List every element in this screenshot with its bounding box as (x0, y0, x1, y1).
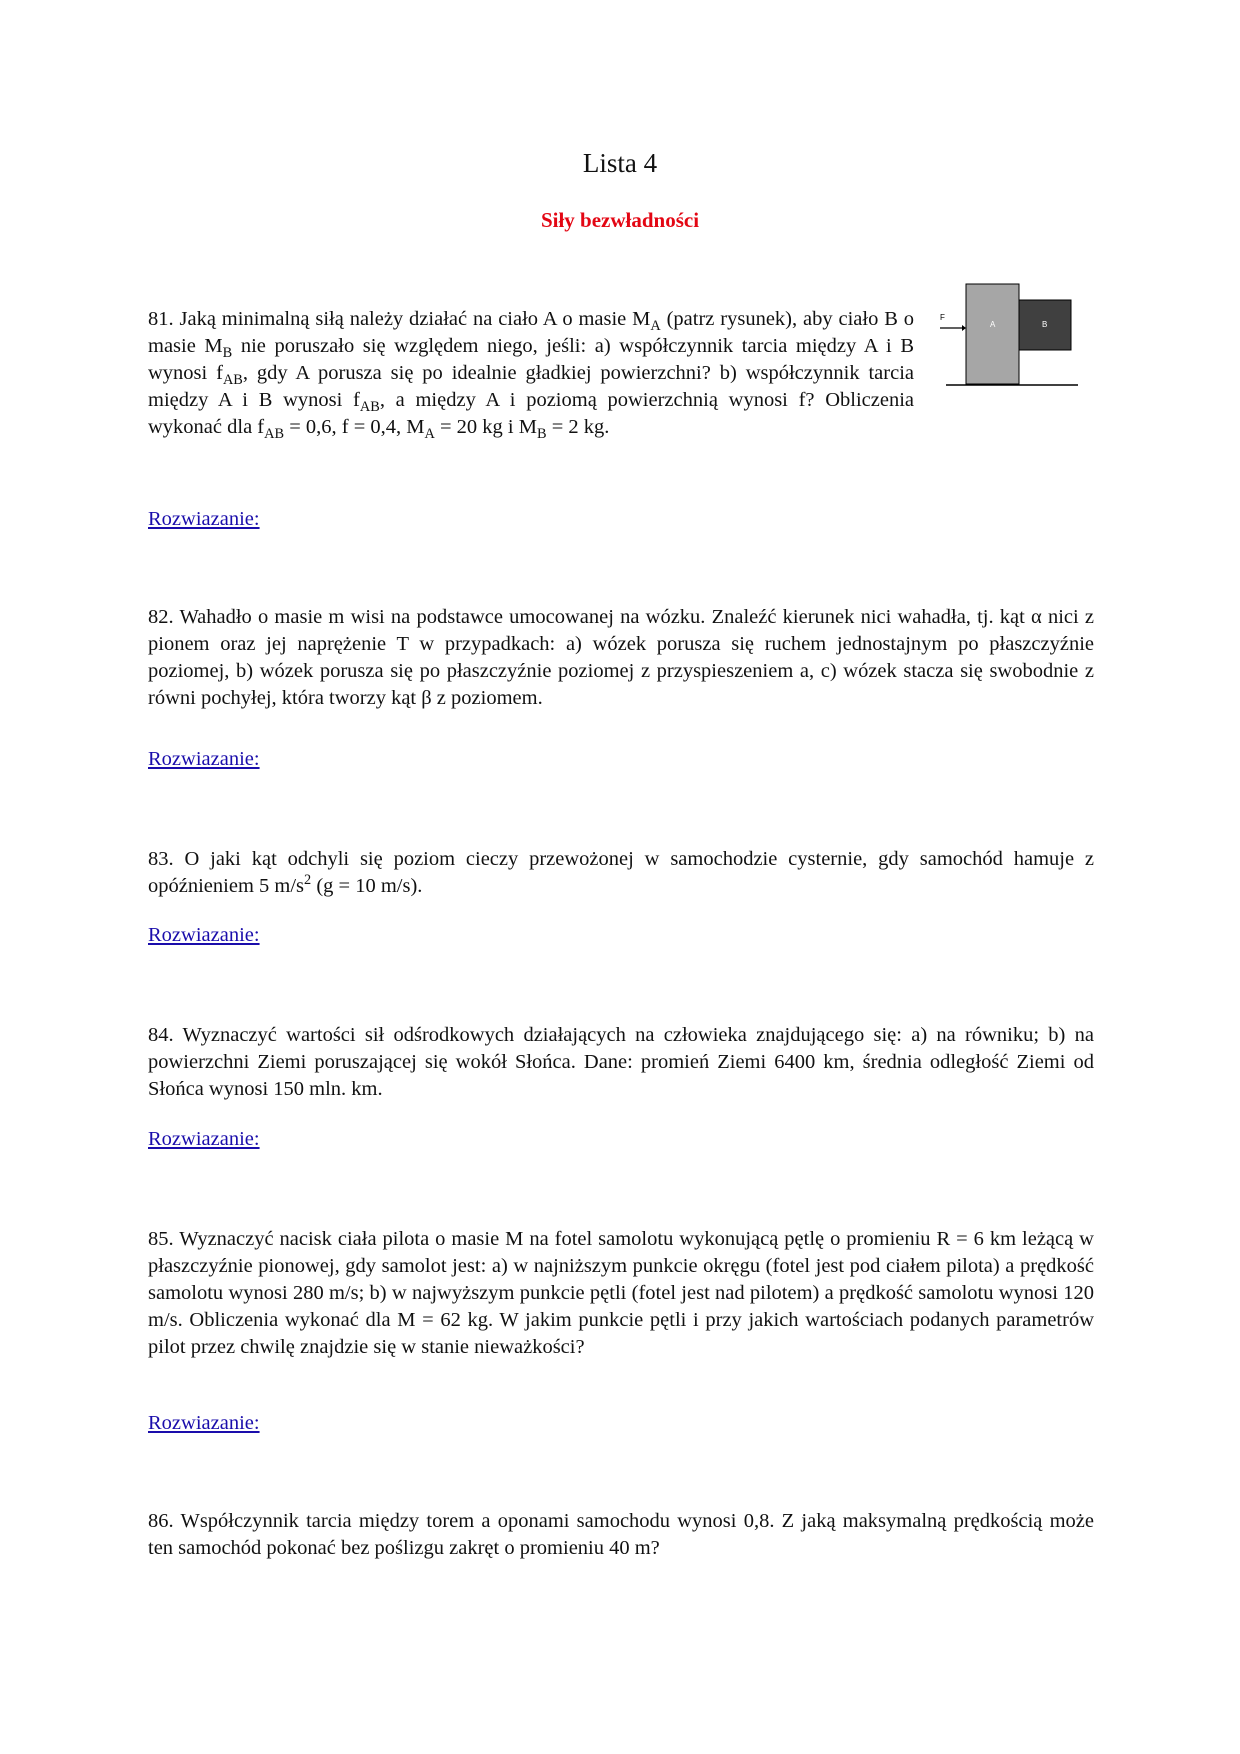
force-label: F (940, 313, 945, 322)
solution-link-81[interactable]: Rozwiazanie: (148, 508, 260, 530)
force-arrowhead (962, 325, 966, 331)
problem-81-number: 81. (148, 308, 174, 330)
problem-83: 83. O jaki kąt odchyli się poziom cieczy przewożonej w samochodzie cysternie, gdy samochód hamuje z opóźnieniem 5 $m/s^2$ (g = 10 m/s). (148, 848, 1095, 897)
page-title: Lista 4 (582, 148, 658, 178)
blocks-diagram (940, 282, 1080, 392)
solution-link-83[interactable]: Rozwiazanie: (148, 924, 260, 946)
problem-81: 81. Jaką minimalną siłą należy działać na ciało A o masie $M_A$ (patrz rysunek), aby ciało B o masie $M_B$ nie poruszało się względem niego, jeśli: a) współczynnik tarcia między A i B wynosi $f_{AB}$, gdy A porusza się po idealnie gładkiej powierzchni? b) współczynnik tarcia między A i B wynosi $f_{AB}$, a między A i poziomą powierzchnią wynosi f? Obliczenia wykonać dla $f_{AB} = 0,6$, f = 0,4, $M_A = 20$ kg i $M_B = 2$ kg. (148, 308, 915, 443)
problem-85: 85. Wyznaczyć nacisk ciała pilota o masie M na fotel samolotu wykonującą pętlę o promieniu R = 6 km leżącą w płaszczyźnie pionowej, gdy samolot jest: a) w najniższym punkcie okręgu (fotel jest pod ciałem pilota) a prędkość samolotu wynosi 280 m/s; b) w najwyższym punkcie pętli (fotel jest nad pilotem) a prędkość samolotu wynosi 120 m/s. Obliczenia wykonać dla M = 62 kg. W jakim punkcie pętli i przy jakich wartościach podanych parametrów pilot przez chwilę znajdzie się w stanie nieważkości? (148, 1228, 1094, 1358)
problem-84-number: 84. (148, 1024, 174, 1046)
problem-84: 84. Wyznaczyć wartości sił odśrodkowych działających na człowieka znajdującego się: a) na równiku; b) na powierzchni Ziemi poruszającej się wokół Słońca. Dane: promień Ziemi 6400 km, średnia odległość Ziemi od Słońca wynosi 150 mln. km. (148, 1024, 1094, 1100)
problem-86: 86. Współczynnik tarcia między torem a oponami samochodu wynosi 0,8. Z jaką maksymalną prędkością może ten samochód pokonać bez poślizgu zakręt o promieniu 40 m? (148, 1510, 1094, 1559)
solution-link-84[interactable]: Rozwiazanie: (148, 1128, 260, 1150)
solution-link-85[interactable]: Rozwiazanie: (148, 1412, 260, 1434)
blocks-figure (940, 282, 1080, 392)
problem-85-number: 85. (148, 1228, 174, 1250)
page-subtitle: Siły bezwładności (540, 208, 700, 232)
problem-82-number: 82. (148, 606, 174, 628)
block-a (966, 284, 1019, 384)
block-a-label: A (990, 320, 996, 329)
solution-link-82[interactable]: Rozwiazanie: (148, 748, 260, 770)
problem-83-number: 83. (148, 848, 174, 870)
block-b-label: B (1042, 320, 1048, 329)
problem-82: 82. Wahadło o masie m wisi na podstawce umocowanej na wózku. Znaleźć kierunek nici wahadła, tj. kąt α nici z pionem oraz jej naprężenie T w przypadkach: a) wózek porusza się ruchem jednostajnym po płaszczyźnie poziomej, b) wózek porusza się po płaszczyźnie poziomej z przyspieszeniem a, c) wózek stacza się swobodnie z równi pochyłej, która tworzy kąt β z poziomem. (148, 606, 1094, 709)
problem-86-number: 86. (148, 1510, 174, 1532)
